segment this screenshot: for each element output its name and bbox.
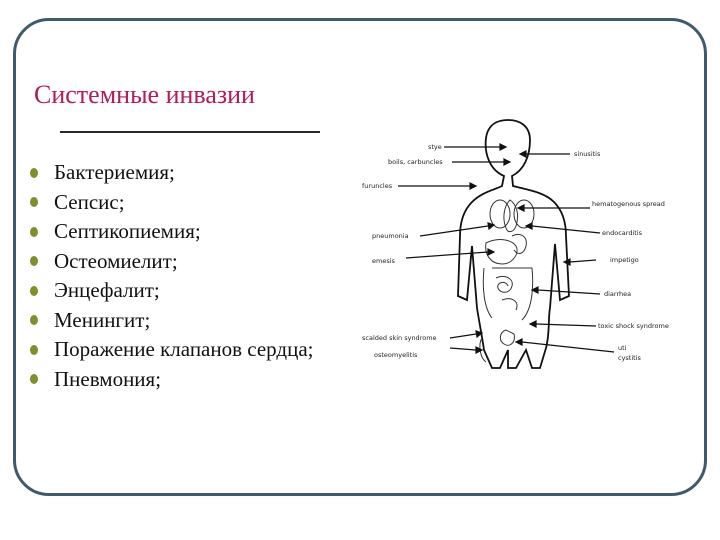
label-sinusitis: sinusitis: [574, 150, 601, 158]
label-uti: uti: [618, 344, 627, 352]
bullet-text: Менингит;: [54, 307, 151, 332]
bullet-text: Поражение клапанов сердца;: [54, 337, 314, 362]
list-item: [30, 217, 313, 247]
list-item: [30, 188, 313, 218]
bullet-icon: [30, 374, 38, 384]
bullet-icon: [30, 197, 38, 207]
label-cystitis: cystitis: [618, 354, 641, 362]
title-underline: [60, 131, 320, 133]
bullet-icon: [30, 345, 38, 355]
bullet-icon: [30, 168, 38, 178]
label-endocarditis: endocarditis: [602, 229, 643, 237]
list-item: [30, 276, 313, 306]
label-osteomyelitis: osteomyelitis: [374, 351, 418, 359]
label-furuncles: furuncles: [362, 182, 393, 190]
bullet-text: Бактериемия;: [54, 160, 175, 185]
slide-title: Системные инвазии: [34, 80, 255, 109]
label-diarrhea: diarrhea: [604, 290, 632, 298]
infection-sites-diagram: [356, 118, 686, 388]
label-toxic-shock: toxic shock syndrome: [598, 322, 669, 330]
label-scalded-skin: scalded skin syndrome: [362, 334, 437, 342]
bullet-icon: [30, 256, 38, 266]
label-hematogenous: hematogenous spread: [592, 200, 665, 208]
list-item: [30, 306, 313, 336]
bullet-text: Пневмония;: [54, 366, 162, 391]
bullet-text: Сепсис;: [54, 189, 125, 214]
label-boils: boils, carbuncles: [388, 158, 443, 166]
list-item: [30, 335, 313, 365]
bullet-icon: [30, 227, 38, 237]
leader-lines: [398, 144, 614, 353]
list-item: [30, 365, 313, 395]
bullet-list: [30, 158, 313, 394]
label-impetigo: impetigo: [610, 256, 639, 264]
label-emesis: emesis: [372, 257, 395, 265]
bullet-text: Септикопиемия;: [54, 219, 201, 244]
list-item: [30, 158, 313, 188]
bullet-text: Остеомиелит;: [54, 248, 178, 273]
label-stye: stye: [428, 143, 442, 151]
bullet-icon: [30, 286, 38, 296]
label-pneumonia: pneumonia: [372, 232, 409, 240]
bullet-text: Энцефалит;: [54, 278, 160, 303]
bullet-icon: [30, 315, 38, 325]
list-item: [30, 247, 313, 277]
